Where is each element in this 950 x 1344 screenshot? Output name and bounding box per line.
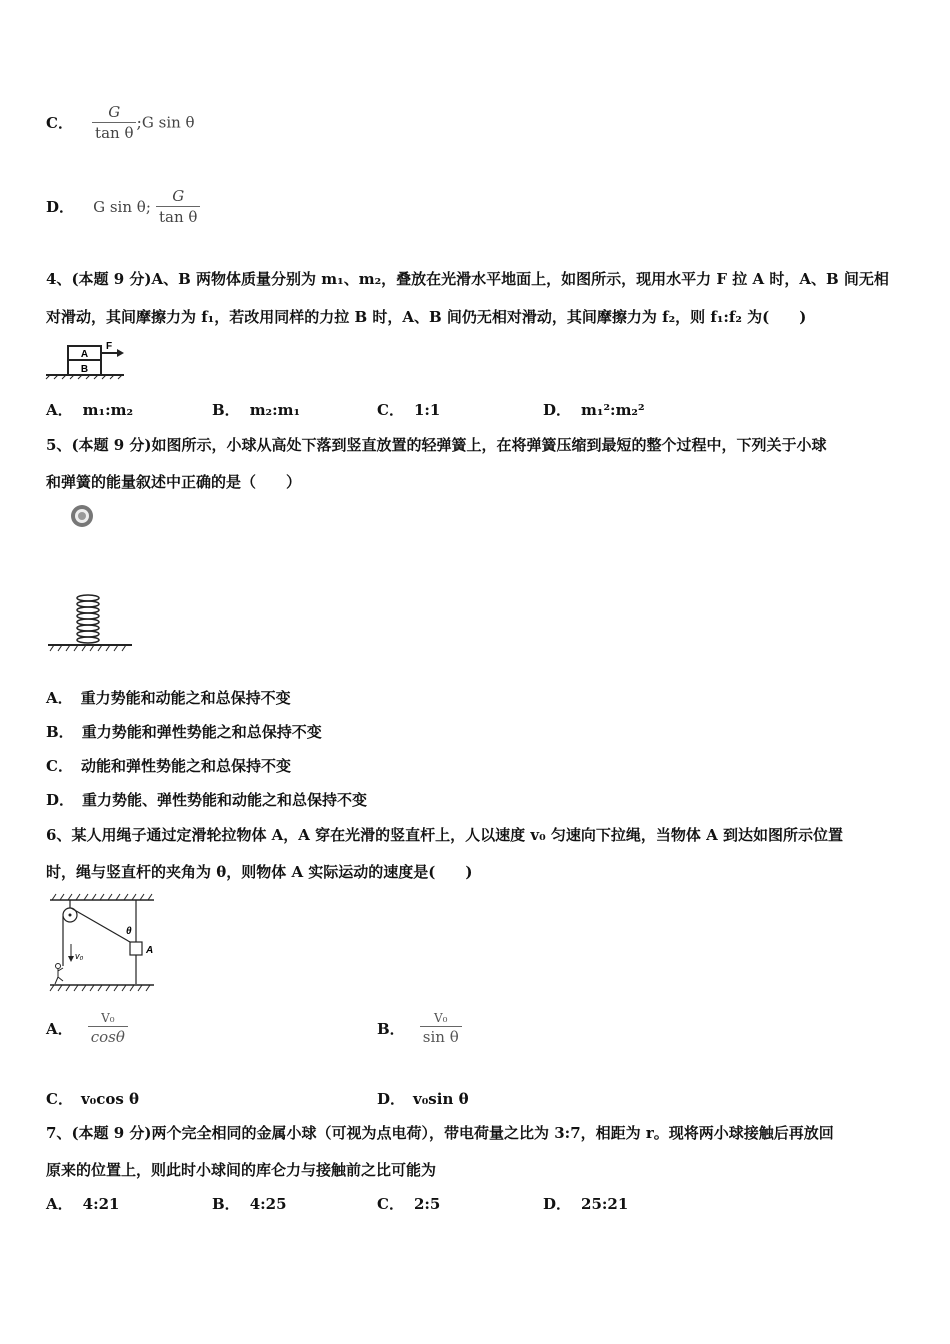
option-label: D． <box>46 791 75 809</box>
option-label: D． <box>543 401 572 419</box>
question-number: 4、 <box>46 270 72 288</box>
question-text: 如图所示，小球从高处下落到竖直放置的轻弹簧上，在将弹簧压缩到最短的整个过程中，下列关于小球 <box>151 436 827 454</box>
q7-option-b <box>212 1193 287 1215</box>
option-label: B． <box>46 723 74 741</box>
question-score: (本题 9 分) <box>71 1124 152 1142</box>
option-text: 2:5 <box>413 1195 441 1213</box>
denominator: tan θ <box>95 124 134 142</box>
option-text: m₂:m₁ <box>249 401 301 419</box>
option-text: 动能和弹性势能之和总保持不变 <box>80 757 291 775</box>
option-label: D． <box>377 1090 406 1108</box>
velocity-label: v₀ <box>75 951 84 961</box>
q6-stem-line-1 <box>46 824 908 846</box>
question-text: 原来的位置上，则此时小球间的库仑力与接触前之比可能为 <box>46 1161 437 1179</box>
option-label: C． <box>377 401 404 419</box>
option-text: 重力势能和动能之和总保持不变 <box>80 689 291 707</box>
q4-option-d <box>543 399 645 421</box>
option-text: m₁²:m₂² <box>581 401 645 419</box>
fraction <box>156 186 200 227</box>
block-b-label: B <box>80 364 89 375</box>
denominator: cosθ <box>90 1028 125 1046</box>
question-text: 时，绳与竖直杆的夹角为 θ，则物体 A 实际运动的速度是( ) <box>46 863 473 881</box>
spring <box>77 595 99 643</box>
option-text: 4:21 <box>82 1195 120 1213</box>
question-text: 对滑动，其间摩擦力为 f₁，若改用同样的力拉 B 时，A、B 间仍无相对滑动，其间摩擦力为 f₂，则 f₁:f₂ 为( ) <box>46 308 807 326</box>
q6-option-c <box>46 1088 139 1110</box>
fraction <box>88 1010 128 1047</box>
option-text: 重力势能和弹性势能之和总保持不变 <box>81 723 322 741</box>
q6-option-a <box>46 1010 128 1047</box>
option-label: C． <box>46 757 73 775</box>
question-text: 和弹簧的能量叙述中正确的是（ ） <box>46 473 302 491</box>
question-text: 某人用绳子通过定滑轮拉物体 A，A 穿在光滑的竖直杆上，人以速度 v₀ 匀速向下拉绳，当物体 A 到达如图所示位置 <box>71 826 843 844</box>
option-label: D． <box>543 1195 572 1213</box>
option-text: 1:1 <box>413 401 441 419</box>
theta-label: θ <box>126 926 132 937</box>
ceiling-hatching <box>52 894 152 900</box>
option-text: v₀sin θ <box>413 1090 469 1108</box>
block-a <box>130 942 142 955</box>
question-number: 7、 <box>46 1124 72 1142</box>
q5-stem-line-1 <box>46 434 908 456</box>
denominator: tan θ <box>158 208 198 226</box>
option-text: v₀cos θ <box>80 1090 140 1108</box>
option-label: A． <box>46 689 73 707</box>
person-figure <box>55 964 63 985</box>
q7-option-a <box>46 1193 120 1215</box>
q5-option-d <box>46 789 367 811</box>
q4-option-a <box>46 399 133 421</box>
rope-to-block <box>71 908 130 942</box>
ball-core <box>78 512 86 520</box>
q7-stem-line-2 <box>46 1159 908 1181</box>
option-label: B． <box>212 401 240 419</box>
option-label: B． <box>212 1195 240 1213</box>
q7-option-d <box>543 1193 628 1215</box>
q5-figure-ball-spring <box>46 500 138 660</box>
q6-figure-pulley <box>46 892 158 996</box>
question-number: 5、 <box>46 436 72 454</box>
floor-hatching <box>50 985 150 991</box>
option-text: m₁:m₂ <box>82 401 134 419</box>
numerator: G <box>156 186 200 207</box>
q5-option-a <box>46 687 291 709</box>
q6-option-d <box>377 1088 469 1110</box>
q4-option-b <box>212 399 300 421</box>
block-label: A <box>146 945 154 956</box>
question-text: A、B 两物体质量分别为 m₁、m₂，叠放在光滑水平地面上，如图所示，现用水平力 F 拉 A 时，A、B 间无相 <box>151 270 889 288</box>
force-label: F <box>106 341 113 352</box>
option-text: 25:21 <box>581 1195 629 1213</box>
option-label: C． <box>46 114 73 132</box>
fraction <box>92 102 136 143</box>
fraction <box>420 1010 462 1047</box>
option-label: A． <box>46 401 73 419</box>
q4-stem-line-2 <box>46 306 908 328</box>
q6-option-b <box>377 1010 462 1047</box>
q5-stem-line-2 <box>46 471 908 493</box>
q3-option-d <box>46 186 200 227</box>
q7-option-c <box>377 1193 440 1215</box>
velocity-arrowhead <box>68 956 74 962</box>
force-arrowhead <box>117 349 124 357</box>
question-number: 6、 <box>46 826 72 844</box>
q6-stem-line-2 <box>46 861 908 883</box>
q5-option-c <box>46 755 291 777</box>
numerator: V₀ <box>420 1010 462 1027</box>
numerator: G <box>92 102 136 123</box>
option-label: B． <box>377 1020 405 1038</box>
option-label: D． <box>46 198 75 216</box>
numerator: V₀ <box>88 1010 128 1027</box>
option-text: 重力势能、弹性势能和动能之和总保持不变 <box>82 791 368 809</box>
q4-option-c <box>377 399 440 421</box>
expression: G sin θ; <box>93 197 151 216</box>
expression: G sin θ <box>141 113 195 132</box>
option-label: C． <box>46 1090 73 1108</box>
option-label: A． <box>46 1195 73 1213</box>
q7-stem-line-1 <box>46 1122 908 1144</box>
question-score: (本题 9 分) <box>71 436 152 454</box>
q4-stem-line-1 <box>46 268 908 290</box>
denominator: sin θ <box>422 1028 459 1046</box>
q4-figure-stacked-blocks <box>44 338 132 380</box>
option-label: A． <box>46 1020 73 1038</box>
option-label: C． <box>377 1195 404 1213</box>
block-a-label: A <box>80 349 89 360</box>
separator: ; <box>136 113 142 132</box>
q5-option-b <box>46 721 322 743</box>
option-text: 4:25 <box>249 1195 287 1213</box>
question-text: 两个完全相同的金属小球（可视为点电荷），带电荷量之比为 3:7，相距为 r。现将两小球接触后再放回 <box>151 1124 834 1142</box>
pulley-axle <box>69 914 72 917</box>
q3-option-c <box>46 102 195 143</box>
question-score: (本题 9 分) <box>71 270 152 288</box>
